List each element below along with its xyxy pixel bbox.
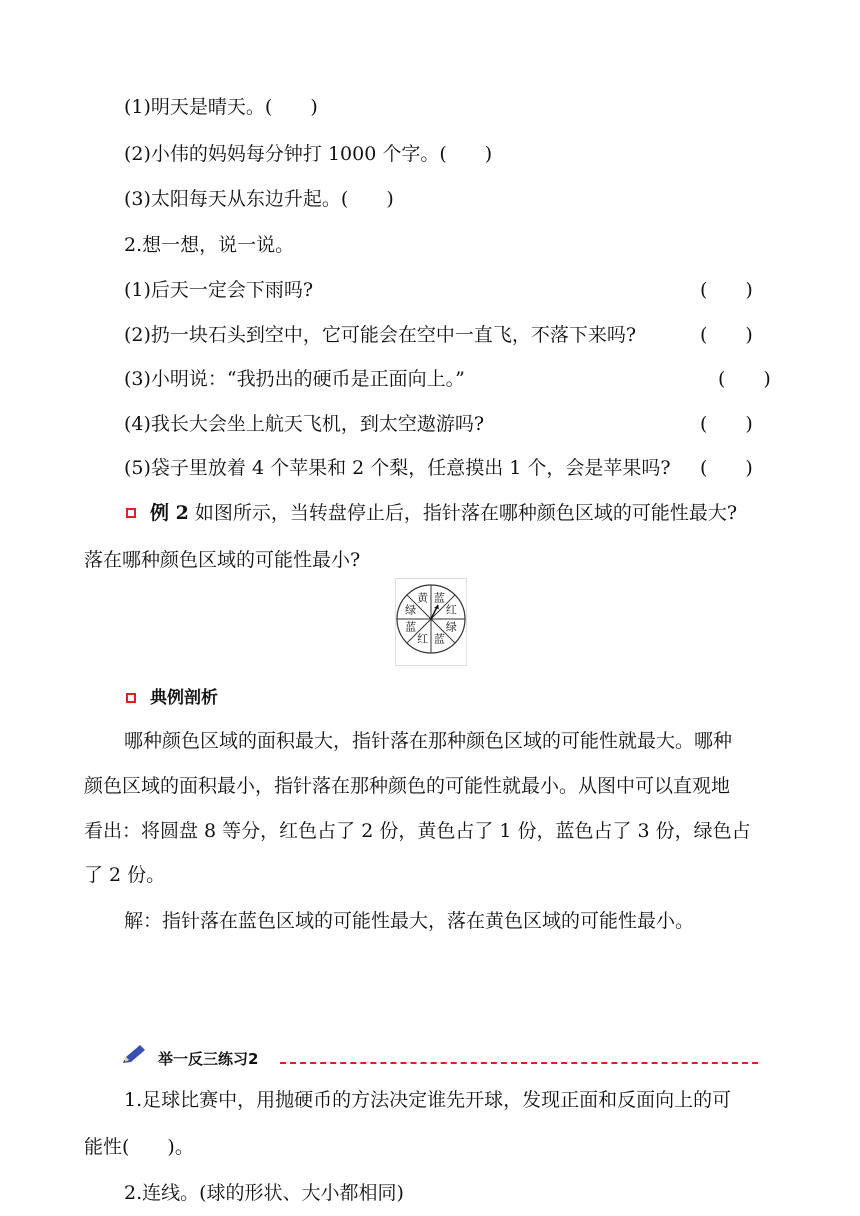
- example-line-1: 如图所示，当转盘停止后，指针落在哪种颜色区域的可能性最大?: [194, 502, 738, 524]
- answer-paren-2-1: ( ): [700, 279, 753, 301]
- question-2-3: (3)小明说：“我扔出的硬币是正面向上。”: [124, 368, 465, 390]
- spinner-sector-label: 黄: [417, 591, 429, 605]
- practice-q1-line-1: 1.足球比赛中，用抛硬币的方法决定谁先开球，发现正面和反面向上的可: [124, 1089, 732, 1111]
- practice-title: 举一反三练习2: [158, 1050, 259, 1068]
- section-2-title: 2.想一想，说一说。: [124, 234, 295, 256]
- question-1-2: (2)小伟的妈妈每分钟打 1000 个字。( ): [124, 143, 493, 165]
- spinner-wheel: [395, 583, 467, 655]
- practice-q1-line-2: 能性( )。: [84, 1136, 194, 1158]
- dashed-divider: [280, 1062, 758, 1064]
- example-2-text: [150, 498, 737, 525]
- answer-paren-2-5: ( ): [700, 457, 753, 479]
- spinner-sector-label: 绿: [405, 603, 417, 617]
- question-1-1: (1)明天是晴天。( ): [124, 96, 318, 118]
- spinner-sector-label: 红: [417, 632, 429, 646]
- question-2-4: (4)我长大会坐上航天飞机，到太空遨游吗?: [124, 413, 485, 435]
- question-2-5: (5)袋子里放着 4 个苹果和 2 个梨，任意摸出 1 个，会是苹果吗?: [124, 457, 671, 479]
- spinner-sector-label: 蓝: [433, 591, 445, 605]
- answer-paren-2-2: ( ): [700, 324, 753, 346]
- question-1-3: (3)太阳每天从东边升起。( ): [124, 188, 394, 210]
- analysis-title: 典例剖析: [150, 688, 218, 708]
- analysis-line-2: 颜色区域的面积最小，指针落在那种颜色的可能性就最小。从图中可以直观地: [84, 775, 731, 797]
- spinner-sector-label: 绿: [445, 620, 457, 634]
- analysis-answer: 解：指针落在蓝色区域的可能性最大，落在黄色区域的可能性最小。: [124, 910, 695, 932]
- answer-paren-2-4: ( ): [700, 413, 753, 435]
- analysis-line-4: 了 2 份。: [84, 864, 166, 886]
- red-square-icon: [126, 693, 136, 703]
- pencil-icon: [120, 1043, 148, 1067]
- red-square-icon: [126, 508, 136, 518]
- question-2-2: (2)扔一块石头到空中，它可能会在空中一直飞，不落下来吗?: [124, 324, 637, 346]
- spinner-sector-label: 红: [445, 603, 457, 617]
- spinner-sector-label: 蓝: [405, 620, 417, 634]
- analysis-line-3: 看出：将圆盘 8 等分，红色占了 2 份，黄色占了 1 份，蓝色占了 3 份，绿色占: [84, 820, 751, 842]
- practice-q2: 2.连线。(球的形状、大小都相同): [124, 1182, 404, 1204]
- answer-paren-2-3: ( ): [718, 368, 771, 390]
- spinner-sector-label: 蓝: [433, 632, 445, 646]
- example-line-2: 落在哪种颜色区域的可能性最小?: [84, 549, 361, 571]
- example-label: 例 2: [150, 502, 189, 524]
- question-2-1: (1)后天一定会下雨吗?: [124, 279, 314, 301]
- analysis-line-1: 哪种颜色区域的面积最大，指针落在那种颜色区域的可能性就最大。哪种: [124, 730, 733, 752]
